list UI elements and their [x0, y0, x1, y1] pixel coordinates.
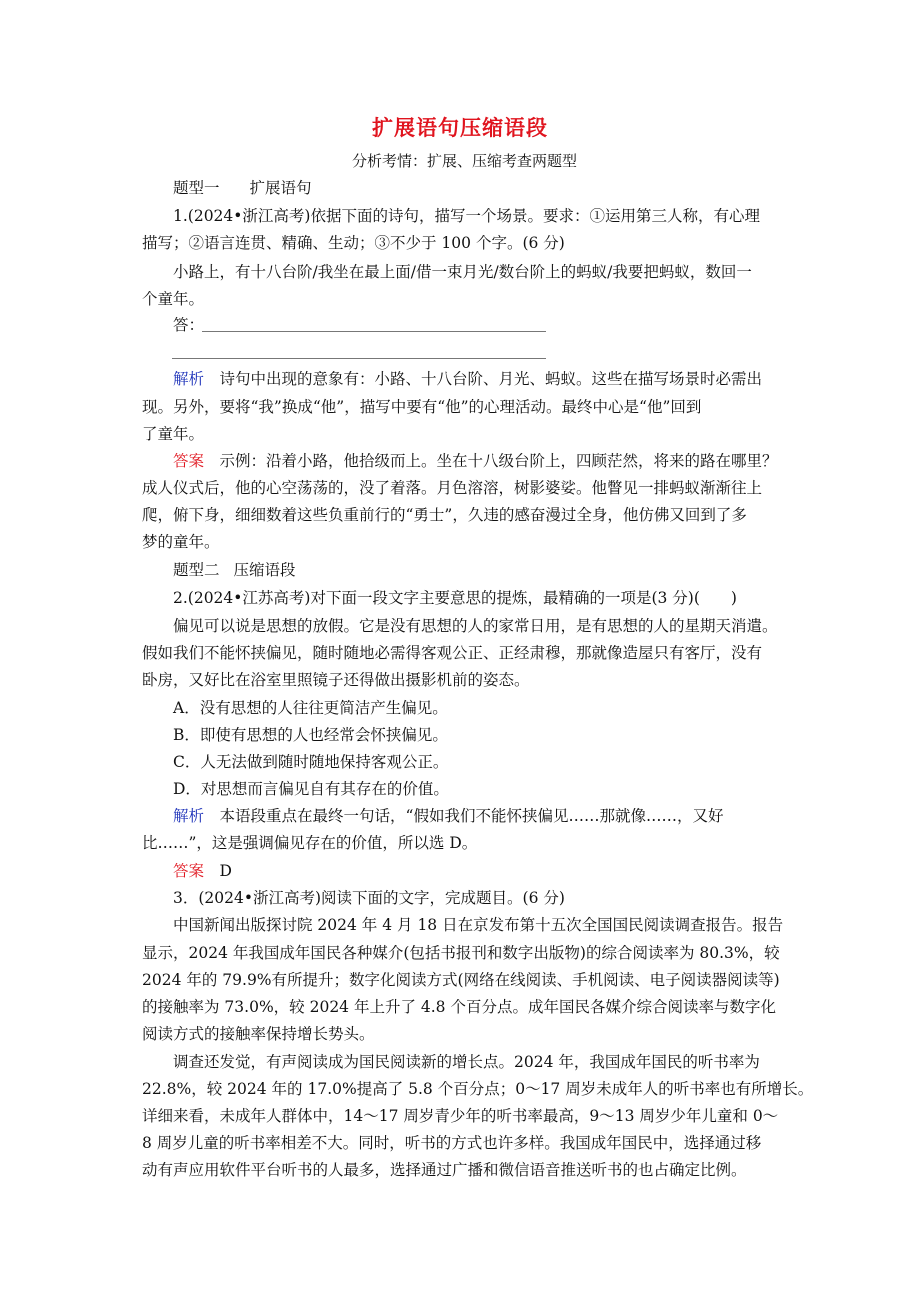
answer-blank-line[interactable]: [172, 358, 546, 359]
analysis-line: 比……”，这是强调偏见存在的价值，所以选 D。: [142, 834, 478, 852]
answer-prompt: 答：: [173, 316, 205, 334]
option-a[interactable]: A．没有思想的人往往更简洁产生偏见。: [173, 699, 448, 717]
answer-label: 答案: [173, 862, 205, 880]
option-d[interactable]: D．对思想而言偏见自有其存在的价值。: [173, 780, 449, 798]
analysis-text: 诗句中出现的意象有：小路、十八台阶、月光、蚂蚁。这些在描写场景时必需出: [219, 370, 763, 388]
section-heading-1: [173, 178, 813, 198]
answer-text: 示例：沿着小路，他拾级而上。坐在十八级台阶上，四顾茫然，将来的路在哪里？: [219, 452, 778, 470]
passage-line: 8 周岁儿童的听书率相差不大。同时，听书的方式也许多样。我国成年国民中，选择通过移: [142, 1134, 762, 1152]
analysis-line: 了童年。: [142, 425, 205, 443]
question-2-stem: 2.(2024•江苏高考)对下面一段文字主要意思的提炼，最精确的一项是(3 分)( ): [173, 589, 737, 607]
section-label: 题型二: [173, 561, 220, 579]
section-label: 题型一: [173, 179, 220, 197]
passage-line: 阅读方式的接触率保持增长势头。: [142, 1025, 375, 1043]
question-1-line: 1.(2024•浙江高考)依据下面的诗句，描写一个场景。要求：①运用第三人称，有心理: [173, 207, 760, 225]
poem-line: 个童年。: [142, 290, 205, 308]
analysis-label: 解析: [173, 807, 205, 825]
passage-line: 的接触率为 73.0%，较 2024 年上升了 4.8 个百分点。成年国民各媒介综合阅读率与数字化: [142, 998, 776, 1016]
analysis-text: 本语段重点在最终一句话，“假如我们不能怀挟偏见……那就像……，又好: [219, 807, 724, 825]
answer-label: 答案: [173, 452, 205, 470]
passage-line: 显示，2024 年我国成年国民各种媒介(包括书报刊和数字出版物)的综合阅读率为 80.3%，较: [142, 944, 780, 962]
passage-line: 中国新闻出版探讨院 2024 年 4 月 18 日在京发布第十五次全国国民阅读调查报告。报告: [173, 916, 784, 934]
analysis-label: 解析: [173, 370, 205, 388]
analysis-line: [173, 806, 813, 826]
answer-line: 爬，俯下身，细细数着这些负重前行的“勇士”，久违的感奋漫过全身，他仿佛又回到了多: [142, 506, 747, 524]
question-3-stem: 3．(2024•浙江高考)阅读下面的文字，完成题目。(6 分): [173, 889, 565, 907]
answer-line: [173, 861, 813, 881]
answer-line: [173, 451, 813, 471]
passage-line: 偏见可以说是思想的放假。它是没有思想的人的家常日用，是有思想的人的星期天消遣。: [173, 617, 778, 635]
section-heading-2: [173, 560, 813, 580]
passage-line: 2024 年的 79.9%有所提升；数字化阅读方式(网络在线阅读、手机阅读、电子阅读器阅读等): [142, 971, 780, 989]
passage-line: 调查还发觉，有声阅读成为国民阅读新的增长点。2024 年，我国成年国民的听书率为: [173, 1053, 760, 1071]
poem-line: 小路上，有十八台阶/我坐在最上面/借一束月光/数台阶上的蚂蚁/我要把蚂蚁，数回一: [173, 263, 752, 281]
passage-line: 22.8%，较 2024 年的 17.0%提高了 5.8 个百分点；0～17 周岁未成年人的听书率也有所增长。: [142, 1080, 814, 1098]
answer-line: 成人仪式后，他的心空荡荡的，没了着落。月色溶溶，树影婆娑。他瞥见一排蚂蚁渐渐往上: [142, 479, 763, 497]
option-b[interactable]: B．即使有思想的人也经常会怀挟偏见。: [173, 726, 448, 744]
section-name: 压缩语段: [233, 561, 296, 579]
section-name: 扩展语句: [249, 179, 312, 197]
option-c[interactable]: C．人无法做到随时随地保持客观公正。: [173, 753, 449, 771]
subtitle: 分析考情：扩展、压缩考查两题型: [352, 152, 578, 170]
answer-blank-line[interactable]: [202, 331, 546, 332]
analysis-line: 现。另外，要将“我”换成“他”，描写中要有“他”的心理活动。最终中心是“他”回到: [142, 398, 702, 416]
passage-line: 卧房，又好比在浴室里照镜子还得做出摄影机前的姿态。: [142, 671, 530, 689]
page-title: 扩展语句压缩语段: [372, 115, 548, 140]
analysis-line: [173, 369, 813, 389]
question-1-line: 描写；②语言连贯、精确、生动；③不少于 100 个字。(6 分): [142, 234, 565, 252]
answer-text: D: [219, 862, 232, 880]
passage-line: 详细来看，未成年人群体中，14～17 周岁青少年的听书率最高，9～13 周岁少年儿童和 0～: [142, 1107, 779, 1125]
passage-line: 假如我们不能怀挟偏见，随时随地必需得客观公正、正经肃穆，那就像造屋只有客厅，没有: [142, 644, 763, 662]
answer-line: 梦的童年。: [142, 533, 220, 551]
passage-line: 动有声应用软件平台听书的人最多，选择通过广播和微信语音推送听书的也占确定比例。: [142, 1161, 747, 1179]
